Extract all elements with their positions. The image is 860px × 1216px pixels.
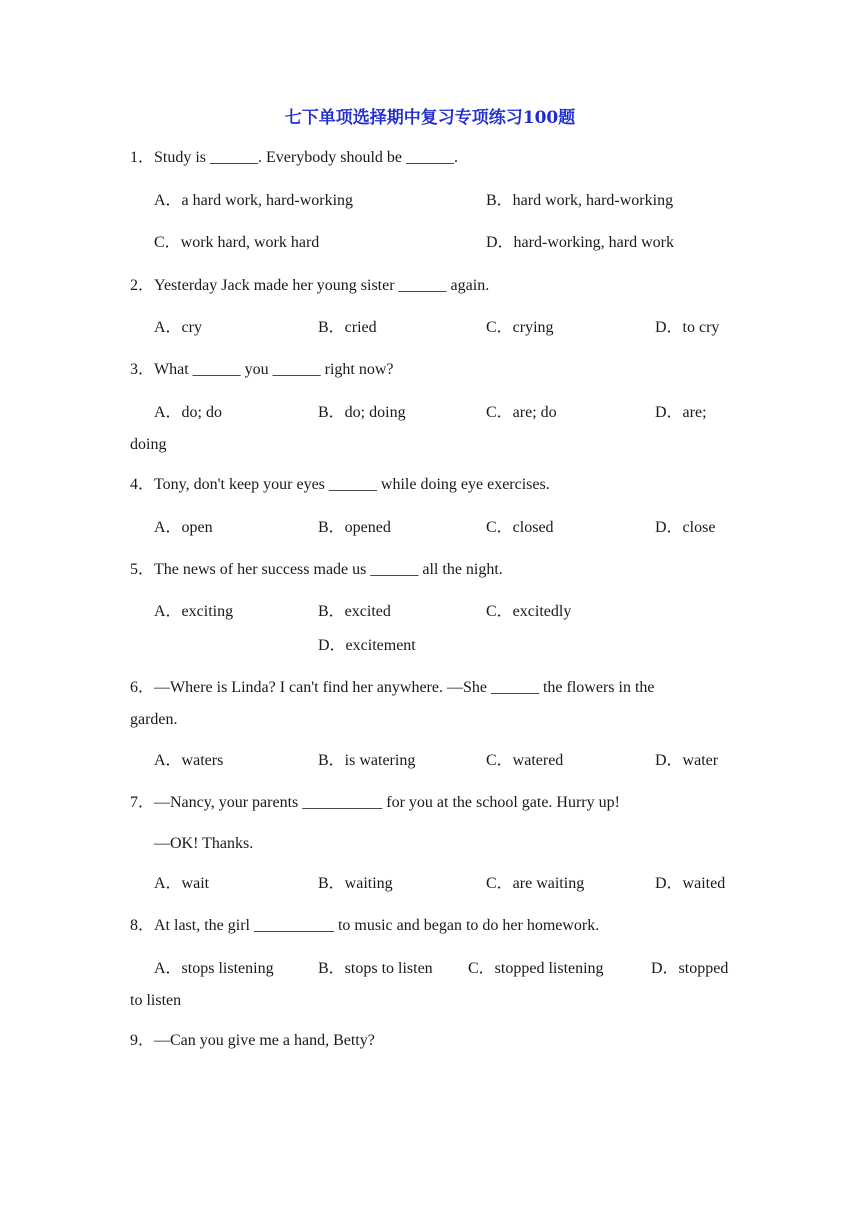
- question-7-stem: 7．—Nancy, your parents __________ for you at the school gate. Hurry up!: [130, 794, 620, 811]
- question-2-option-b: B．cried: [318, 319, 377, 336]
- question-3-option-a: A．do; do: [154, 404, 223, 421]
- question-8-option-d: D．stopped: [651, 960, 729, 977]
- question-3-option-wrap: doing: [130, 436, 167, 453]
- question-5-option-a: A．exciting: [154, 603, 234, 620]
- question-7-option-a: A．wait: [154, 875, 210, 892]
- question-1-option-d: D．hard-working, hard work: [486, 234, 674, 251]
- question-5-option-c: C．excitedly: [486, 603, 572, 620]
- question-6-stem: 6．—Where is Linda? I can't find her anywhere. —She ______ the flowers in the: [130, 679, 655, 696]
- question-7-option-d: D．waited: [655, 875, 726, 892]
- question-8-option-c: C．stopped listening: [468, 960, 604, 977]
- question-6-option-a: A．waters: [154, 752, 224, 769]
- question-8-option-a: A．stops listening: [154, 960, 274, 977]
- question-1-option-b: B．hard work, hard-working: [486, 192, 674, 209]
- question-7-option-b: B．waiting: [318, 875, 393, 892]
- question-3-option-d: D．are;: [655, 404, 707, 421]
- question-4-option-c: C．closed: [486, 519, 554, 536]
- question-4-stem: 4．Tony, don't keep your eyes ______ while doing eye exercises.: [130, 476, 550, 493]
- question-2-option-c: C．crying: [486, 319, 554, 336]
- question-3-option-b: B．do; doing: [318, 404, 406, 421]
- question-5-option-b: B．excited: [318, 603, 391, 620]
- question-9-stem: 9．—Can you give me a hand, Betty?: [130, 1032, 375, 1049]
- question-8-stem: 8．At last, the girl __________ to music and began to do her homework.: [130, 917, 600, 934]
- question-1-stem: 1．Study is ______. Everybody should be ______.: [130, 149, 458, 166]
- question-3-stem: 3．What ______ you ______ right now?: [130, 361, 394, 378]
- question-4-option-b: B．opened: [318, 519, 391, 536]
- question-7-stem-continuation: —OK! Thanks.: [154, 835, 254, 852]
- question-1-option-a: A．a hard work, hard-working: [154, 192, 354, 209]
- question-2-option-a: A．cry: [154, 319, 202, 336]
- question-5-option-d: D．excitement: [318, 637, 416, 654]
- question-3-option-c: C．are; do: [486, 404, 557, 421]
- question-5-stem: 5．The news of her success made us ______ all the night.: [130, 561, 503, 578]
- question-2-stem: 2．Yesterday Jack made her young sister ______ again.: [130, 277, 490, 294]
- question-4-option-d: D．close: [655, 519, 716, 536]
- question-6-option-b: B．is watering: [318, 752, 416, 769]
- question-6-option-d: D．water: [655, 752, 719, 769]
- question-6-option-c: C．watered: [486, 752, 564, 769]
- question-8-option-wrap: to listen: [130, 992, 182, 1009]
- question-6-stem-wrap: garden.: [130, 711, 178, 728]
- question-1-option-c: C．work hard, work hard: [154, 234, 320, 251]
- question-4-option-a: A．open: [154, 519, 213, 536]
- question-8-option-b: B．stops to listen: [318, 960, 433, 977]
- question-7-option-c: C．are waiting: [486, 875, 585, 892]
- question-2-option-d: D．to cry: [655, 319, 720, 336]
- page-title: 七下单项选择期中复习专项练习100题: [284, 108, 576, 128]
